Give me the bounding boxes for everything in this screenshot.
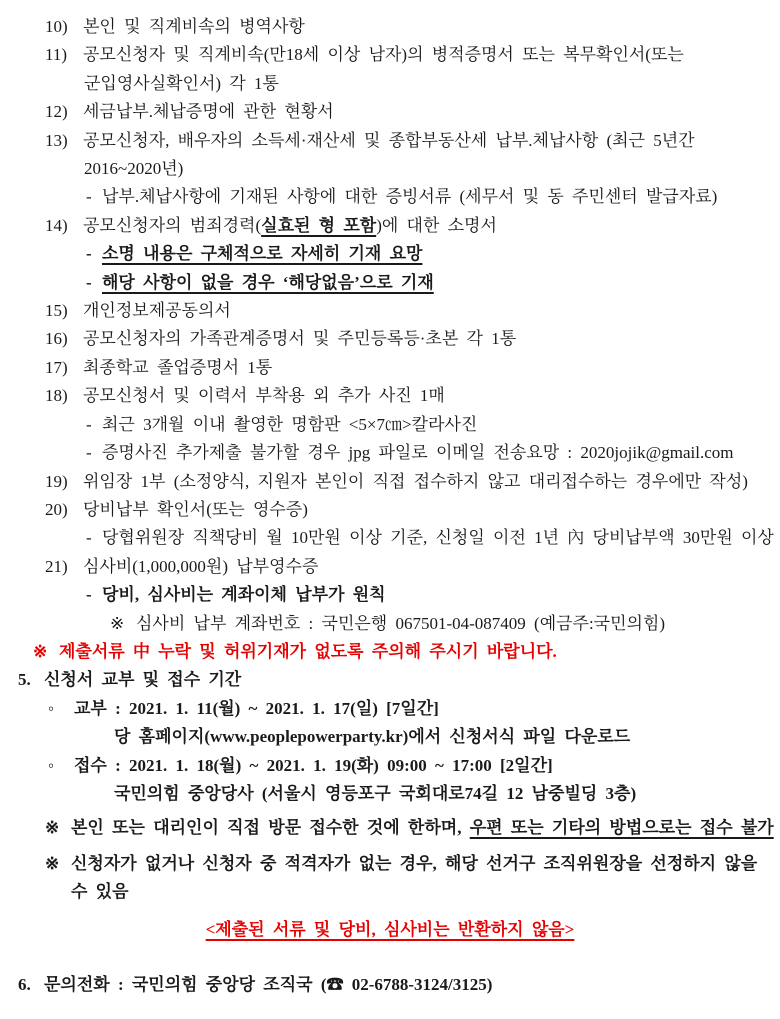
dash-bullet: -	[86, 187, 92, 207]
dash-bullet: -	[86, 272, 92, 292]
in-person-only-note	[0, 814, 780, 842]
item-18-sub-email	[0, 439, 780, 467]
item-number: 15)	[45, 301, 68, 321]
reference-mark: ※	[33, 641, 48, 661]
item-12	[0, 98, 780, 126]
circle-bullet: ◦	[48, 755, 55, 775]
note-text: 심사비 납부 계좌번호 : 국민은행 067501-04-087409 (예금주:국민의힘)	[136, 613, 666, 633]
item-number: 12)	[45, 102, 68, 122]
item-14-sub	[0, 240, 780, 268]
item-19	[0, 468, 780, 496]
item-number: 19)	[45, 471, 68, 491]
no-selection-note	[0, 850, 780, 878]
section-5-heading	[0, 666, 780, 694]
note-text: 제출서류 中 누락 및 허위기재가 없도록 주의해 주시기 바랍니다.	[59, 641, 557, 661]
item-text: 최종학교 졸업증명서 1통	[83, 357, 273, 377]
item-text-emphasis: 해당 사항이 없을 경우 ‘해당없음’으로 기재	[102, 272, 434, 292]
item-10	[0, 13, 780, 41]
item-text: )에 대한 소명서	[376, 215, 497, 235]
note-text: 신청자가 없거나 신청자 중 적격자가 없는 경우, 해당 선거구 조직위원장을 선정하지 않을	[71, 853, 758, 873]
item-text: 개인정보제공동의서	[83, 301, 231, 321]
section-number: 6.	[18, 975, 31, 994]
item-13-continuation	[0, 155, 780, 183]
item-21-sub	[0, 581, 780, 609]
item-14-sub	[0, 269, 780, 297]
dash-bullet: -	[86, 443, 92, 463]
submission-warning-note	[0, 638, 780, 666]
dash-bullet: -	[86, 414, 92, 434]
item-11	[0, 41, 780, 69]
item-number: 16)	[45, 329, 68, 349]
item-text: 공모신청자, 배우자의 소득세·재산세 및 종합부동산세 납부.체납사항 (최근 5년간	[83, 130, 695, 150]
item-21	[0, 553, 780, 581]
item-text: 공모신청자 및 직계비속(만18세 이상 남자)의 병적증명서 또는 복무확인서(또는	[83, 45, 684, 65]
reception-address-line	[0, 780, 780, 808]
item-17	[0, 354, 780, 382]
circle-bullet: ◦	[48, 698, 55, 718]
item-20	[0, 496, 780, 524]
website-download-line	[0, 723, 780, 751]
item-number: 20)	[45, 499, 68, 519]
item-number: 10)	[45, 17, 68, 36]
line-text: 접수 : 2021. 1. 18(월) ~ 2021. 1. 19(화) 09:00 ~ 17:00 [2일간]	[74, 755, 553, 775]
item-20-sub	[0, 524, 780, 552]
line-text: 당 홈페이지(www.peoplepowerparty.kr)에서 신청서식 파일 다운로드	[114, 727, 631, 747]
item-18	[0, 382, 780, 410]
item-number: 11)	[45, 45, 68, 65]
item-text: 공모신청자의 범죄경력(	[83, 215, 262, 235]
dash-bullet: -	[86, 244, 92, 264]
contact-text: 문의전화 : 국민의힘 중앙당 조직국 (☎ 02-6788-3124/3125)	[44, 975, 493, 994]
line-text: 교부 : 2021. 1. 11(월) ~ 2021. 1. 17(일) [7일간]	[74, 698, 439, 718]
item-16	[0, 325, 780, 353]
item-number: 14)	[45, 215, 68, 235]
item-text: 위임장 1부 (소정양식, 지원자 본인이 직접 접수하지 않고 대리접수하는 경우에만 작성)	[83, 471, 748, 491]
item-text: 공모신청자의 가족관계증명서 및 주민등록등·초본 각 1통	[83, 329, 517, 349]
section-title: 신청서 교부 및 접수 기간	[44, 670, 242, 690]
item-text: 당비, 심사비는 계좌이체 납부가 원칙	[102, 585, 386, 605]
item-18-sub	[0, 411, 780, 439]
reference-mark: ※	[110, 613, 125, 633]
item-number: 17)	[45, 357, 68, 377]
item-15	[0, 297, 780, 325]
note-text: 본인 또는 대리인이 직접 방문 접수한 것에 한하며,	[71, 818, 470, 838]
item-text: 2016~2020년)	[84, 159, 184, 179]
notice-text: <제출된 서류 및 당비, 심사비는 반환하지 않음>	[205, 919, 575, 939]
dash-bullet: -	[86, 528, 92, 548]
item-11-continuation	[0, 70, 780, 98]
note-text-emphasis: 우편 또는 기타의 방법으로는 접수 불가	[469, 818, 774, 838]
no-selection-note-continuation	[0, 878, 780, 906]
item-text: 공모신청서 및 이력서 부착용 외 추가 사진 1매	[83, 386, 445, 406]
item-text: 당비납부 확인서(또는 영수증)	[83, 499, 308, 519]
reference-mark: ※	[45, 853, 60, 873]
reception-period-line	[0, 752, 780, 780]
item-text: 군입영사실확인서) 각 1통	[84, 73, 279, 93]
dash-bullet: -	[86, 585, 92, 605]
distribution-period-line	[0, 695, 780, 723]
item-text: 세금납부.체납증명에 관한 현황서	[83, 102, 334, 122]
reference-mark: ※	[45, 818, 60, 838]
item-13	[0, 127, 780, 155]
item-text: 당협위원장 직책당비 월 10만원 이상 기준, 신청일 이전 1년 內 당비납부액 30만원 이상	[102, 528, 774, 548]
item-text: 증명사진 추가제출 불가할 경우 jpg 파일로 이메일 전송요망 : 2020jojik@gmail.com	[102, 443, 734, 463]
item-number: 21)	[45, 556, 68, 576]
item-number: 13)	[45, 130, 68, 150]
section-number: 5.	[18, 670, 31, 690]
item-text: 본인 및 직계비속의 병역사항	[83, 17, 305, 36]
line-text: 국민의힘 중앙당사 (서울시 영등포구 국회대로74길 12 남중빌딩 3층)	[114, 783, 637, 803]
item-text-emphasis: 실효된 형 포함	[261, 215, 377, 235]
item-text: 심사비(1,000,000원) 납부영수증	[83, 556, 319, 576]
item-text: 납부.체납사항에 기재된 사항에 대한 증빙서류 (세무서 및 동 주민센터 발급자료)	[102, 187, 718, 207]
item-13-sub	[0, 183, 780, 211]
item-text-emphasis: 소명 내용은 구체적으로 자세히 기재 요망	[102, 244, 423, 264]
item-14	[0, 212, 780, 240]
section-6-heading	[0, 971, 780, 999]
no-refund-notice	[0, 916, 780, 944]
account-number-note	[0, 610, 780, 638]
item-text: 최근 3개월 이내 촬영한 명함판 <5×7㎝>칼라사진	[102, 414, 478, 434]
item-number: 18)	[45, 386, 68, 406]
note-text: 수 있음	[71, 882, 129, 902]
